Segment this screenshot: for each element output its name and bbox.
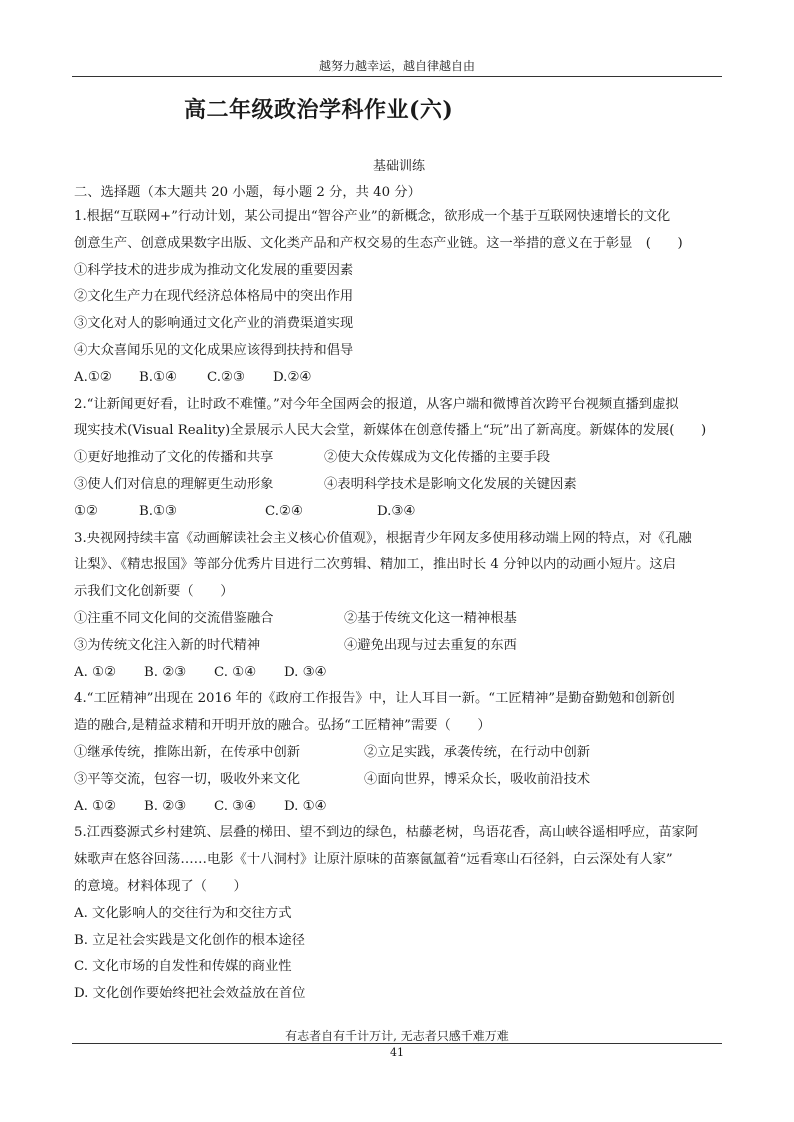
question-stem-line: 妹歌声在悠谷回荡……电影《十八洞村》让原汁原味的苗寨氤氲着“远看寒山石径斜，白云深处有人家” [74, 852, 673, 868]
option-statement: ③为传统文化注入新的时代精神 [74, 637, 261, 653]
question-stem-line: 3.央视网持续丰富《动画解读社会主义核心价值观》，根据青少年网友多使用移动端上网的特点，对《孔融 [74, 530, 692, 546]
option-pair [74, 744, 724, 771]
option-pair [74, 771, 724, 798]
answer-choices [74, 664, 724, 691]
answer-choice-b: B.①④ [139, 369, 177, 385]
answer-choice-a: A. ①② [74, 798, 116, 814]
option-statement: ④大众喜闻乐见的文化成果应该得到扶持和倡导 [74, 342, 354, 358]
answer-choices [74, 369, 724, 396]
option-statement: ①更好地推动了文化的传播和共享 [74, 450, 274, 466]
answer-choice-d: D. ③④ [284, 664, 327, 680]
header-motto: 越努力越幸运，越自律越自由 [318, 59, 475, 73]
question-stem-line: 现实技术(Visual Reality)全景展示人民大会堂，新媒体在创意传播上“玩”出了新高度。新媒体的发展( ) [74, 423, 707, 439]
option-statement: ③使人们对信息的理解更生动形象 [74, 476, 274, 492]
option-statement: ④表明科学技术是影响文化发展的关键因素 [324, 476, 577, 492]
question-stem-line: 1.根据“互联网+”行动计划，某公司提出“智谷产业”的新概念，欲形成一个基于互联网快速增长的文化 [74, 209, 671, 224]
question-stem-line: 2.“让新闻更好看，让时政不难懂。”对今年全国两会的报道，从客户端和微博首次跨平台视频直播到虚拟 [74, 396, 679, 412]
question-stem-line: 造的融合,是精益求精和开明开放的融合。弘扬“工匠精神”需要（ ） [74, 718, 491, 734]
question-stem-line: 让梨》、《精忠报国》等部分优秀片目进行二次剪辑、精加工，推出时长 4 分钟以内的动画小短片。这启 [74, 557, 676, 573]
footer-motto: 有志者自有千计万计, 无志者只感千难万难 [285, 1029, 509, 1043]
answer-choice-b: B.①③ [139, 503, 177, 519]
answer-choice-a: ①② [74, 503, 98, 519]
question-4 [74, 690, 724, 824]
section-heading: 基础训练 [372, 159, 425, 174]
page-number: 41 [390, 1046, 404, 1059]
option-statement: ①注重不同文化间的交流借鉴融合 [74, 610, 274, 626]
answer-choice-c: C.②③ [207, 369, 245, 385]
option-statement: C. 文化市场的自发性和传媒的商业性 [74, 959, 292, 975]
answer-choice-a: A.①② [74, 369, 112, 385]
option-statement: B. 立足社会实践是文化创作的根本途径 [74, 932, 305, 948]
page-title: 高二年级政治学科作业(六) [184, 97, 454, 123]
option-statement: ①科学技术的进步成为推动文化发展的重要因素 [74, 262, 354, 278]
answer-choice-d: D.②④ [273, 369, 312, 385]
option-statement: ②基于传统文化这一精神根基 [344, 610, 517, 626]
answer-choices [74, 503, 724, 530]
option-statement: ②文化生产力在现代经济总体格局中的突出作用 [74, 289, 354, 305]
answer-choice-c: C.②④ [265, 503, 303, 519]
header-divider [72, 76, 722, 77]
question-1 [74, 208, 724, 396]
option-statement: ①继承传统，推陈出新，在传承中创新 [74, 744, 301, 760]
option-pair [74, 476, 724, 503]
option-statement: D. 文化创作要始终把社会效益放在首位 [74, 986, 306, 1002]
answer-choice-d: D.③④ [377, 503, 416, 519]
question-2 [74, 396, 724, 530]
option-statement: ②立足实践，承袭传统，在行动中创新 [364, 744, 591, 760]
footer-divider [72, 1043, 722, 1044]
answer-choice-c: C. ③④ [214, 798, 256, 814]
option-statement: A. 文化影响人的交往行为和交往方式 [74, 905, 292, 921]
question-5 [74, 824, 724, 1012]
worksheet-content [74, 158, 724, 1012]
question-stem-line: 示我们文化创新要（ ） [74, 584, 234, 600]
question-stem-line: 的意境。材料体现了（ ） [74, 878, 247, 894]
part-heading: 二、选择题（本大题共 20 小题，每小题 2 分，共 40 分） [74, 185, 421, 200]
question-stem-line: 创意生产、创意成果数字出版、文化类产品和产权交易的生态产业链。这一举措的意义在于彰显 ( ) [74, 235, 683, 251]
answer-choice-c: C. ①④ [214, 664, 256, 680]
answer-choices [74, 798, 724, 825]
option-statement: ③文化对人的影响通过文化产业的消费渠道实现 [74, 316, 354, 332]
question-stem-line: 5.江西婺源式乡村建筑、层叠的梯田、望不到边的绿色，枯藤老树，鸟语花香，高山峡谷遥相呼应，苗家阿 [74, 825, 699, 841]
option-pair [74, 610, 724, 637]
question-3 [74, 530, 724, 691]
option-statement: ②使大众传媒成为文化传播的主要手段 [324, 450, 551, 466]
answer-choice-b: B. ②③ [144, 798, 187, 814]
answer-choice-b: B. ②③ [144, 664, 187, 680]
option-pair [74, 637, 724, 664]
answer-choice-d: D. ①④ [284, 798, 327, 814]
question-stem-line: 4.“工匠精神”出现在 2016 年的《政府工作报告》中，让人耳目一新。“工匠精神”是勤奋勤勉和创新创 [74, 691, 675, 707]
answer-choice-a: A. ①② [74, 664, 116, 680]
option-statement: ③平等交流，包容一切，吸收外来文化 [74, 771, 301, 787]
option-pair [74, 449, 724, 476]
option-statement: ④面向世界，博采众长，吸收前沿技术 [364, 771, 591, 787]
option-statement: ④避免出现与过去重复的东西 [344, 637, 517, 653]
